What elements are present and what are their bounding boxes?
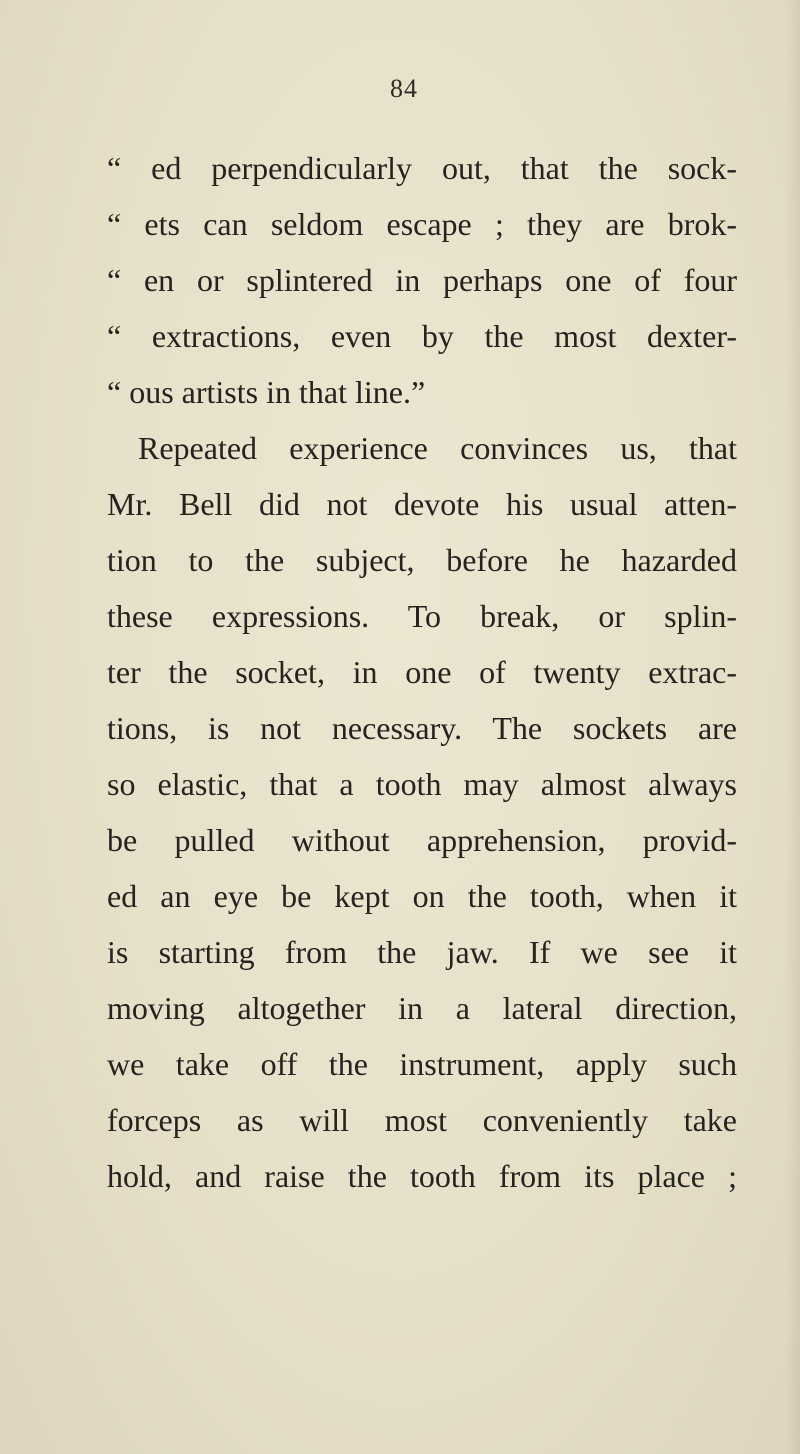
text-line: tions, is not necessary. The sockets are bbox=[107, 710, 737, 746]
text-line: these expressions. To break, or splin- bbox=[107, 598, 737, 634]
text-line: we take off the instrument, apply such bbox=[107, 1046, 737, 1082]
text-line: “ ed perpendicularly out, that the sock- bbox=[107, 150, 737, 186]
text-line: is starting from the jaw. If we see it bbox=[107, 934, 737, 970]
text-line: be pulled without apprehension, provid- bbox=[107, 822, 737, 858]
text-line: hold, and raise the tooth from its place ; bbox=[107, 1158, 737, 1194]
text-line: so elastic, that a tooth may almost always bbox=[107, 766, 737, 802]
text-line: “ extractions, even by the most dexter- bbox=[107, 318, 737, 354]
text-line: ter the socket, in one of twenty extrac- bbox=[107, 654, 737, 690]
text-line: “ ets can seldom escape ; they are brok- bbox=[107, 206, 737, 242]
text-line: ed an eye be kept on the tooth, when it bbox=[107, 878, 737, 914]
text-line: Mr. Bell did not devote his usual atten- bbox=[107, 486, 737, 522]
text-line: forceps as will most conveniently take bbox=[107, 1102, 737, 1138]
page-number: 84 bbox=[390, 74, 418, 103]
text-line: “ ous artists in that line.” bbox=[107, 374, 426, 410]
text-line: tion to the subject, before he hazarded bbox=[107, 542, 737, 578]
text-line: Repeated experience convinces us, that bbox=[138, 430, 737, 466]
text-line: moving altogether in a lateral direction, bbox=[107, 990, 737, 1026]
text-line: “ en or splintered in perhaps one of four bbox=[107, 262, 737, 298]
